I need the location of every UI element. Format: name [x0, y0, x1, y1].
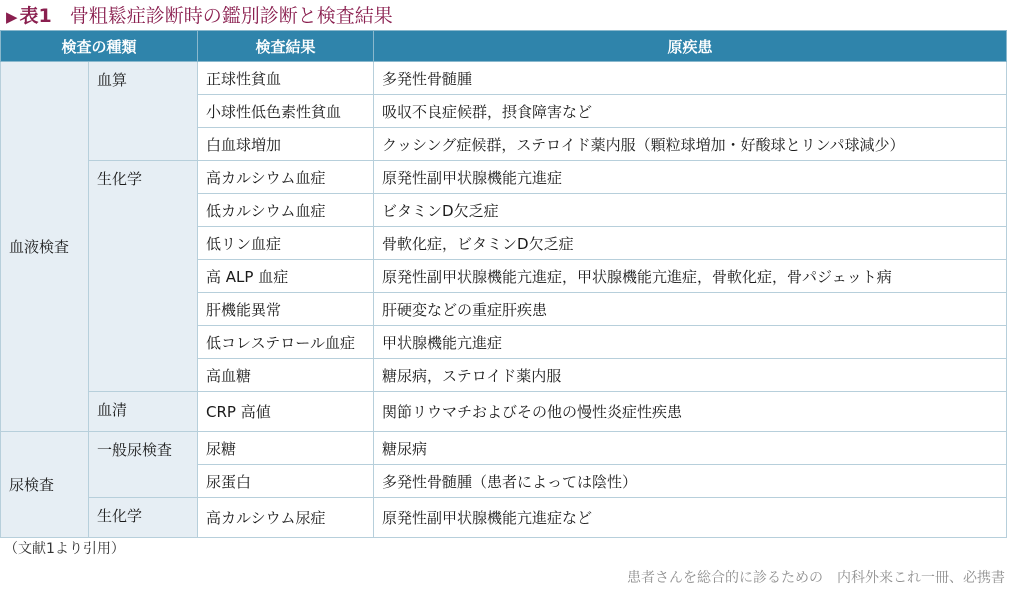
- disease-cell: 原発性副甲状腺機能亢進症など: [374, 498, 1007, 538]
- header-exam-result: 検査結果: [198, 31, 374, 62]
- exam-result-cell: CRP 高値: [198, 392, 374, 432]
- table-label: 表1: [19, 5, 52, 27]
- exam-category: 尿検査: [1, 432, 89, 538]
- disease-cell: 原発性副甲状腺機能亢進症: [374, 161, 1007, 194]
- exam-result-cell: 尿蛋白: [198, 465, 374, 498]
- disease-cell: 糖尿病: [374, 432, 1007, 465]
- exam-result-cell: 高カルシウム尿症: [198, 498, 374, 538]
- table-body: [1, 62, 1007, 538]
- exam-result-cell: 低コレステロール血症: [198, 326, 374, 359]
- exam-result-cell: 低カルシウム血症: [198, 194, 374, 227]
- disease-cell: 多発性骨髄腫（患者によっては陰性）: [374, 465, 1007, 498]
- footnote: （文献1より引用）: [4, 541, 125, 557]
- table-caption: 骨粗鬆症診断時の鑑別診断と検査結果: [69, 5, 393, 27]
- disease-cell: 原発性副甲状腺機能亢進症，甲状腺機能亢進症，骨軟化症，骨パジェット病: [374, 260, 1007, 293]
- triangle-marker-icon: ▶: [6, 8, 18, 26]
- table-row: [1, 161, 1007, 194]
- header-row: [1, 31, 1007, 62]
- header-exam-type: 検査の種類: [1, 31, 198, 62]
- table-title: [6, 2, 393, 30]
- disease-cell: 関節リウマチおよびその他の慢性炎症性疾患: [374, 392, 1007, 432]
- disease-cell: ビタミンD欠乏症: [374, 194, 1007, 227]
- exam-result-cell: 高 ALP 血症: [198, 260, 374, 293]
- book-credit: 患者さんを総合的に診るための 内科外来これ一冊、必携書: [627, 570, 1005, 586]
- diagnosis-table: [0, 30, 1007, 538]
- exam-subcategory: 生化学: [89, 498, 198, 538]
- exam-result-cell: 低リン血症: [198, 227, 374, 260]
- exam-result-cell: 高血糖: [198, 359, 374, 392]
- disease-cell: 骨軟化症，ビタミンD欠乏症: [374, 227, 1007, 260]
- exam-result-cell: 尿糖: [198, 432, 374, 465]
- exam-result-cell: 高カルシウム血症: [198, 161, 374, 194]
- disease-cell: 糖尿病，ステロイド薬内服: [374, 359, 1007, 392]
- exam-result-cell: 白血球増加: [198, 128, 374, 161]
- disease-cell: 多発性骨髄腫: [374, 62, 1007, 95]
- exam-result-cell: 小球性低色素性貧血: [198, 95, 374, 128]
- header-disease: 原疾患: [374, 31, 1007, 62]
- exam-subcategory: 血清: [89, 392, 198, 432]
- disease-cell: クッシング症候群，ステロイド薬内服（顆粒球増加・好酸球とリンパ球減少）: [374, 128, 1007, 161]
- exam-result-cell: 正球性貧血: [198, 62, 374, 95]
- table-row: [1, 62, 1007, 95]
- table-row: [1, 498, 1007, 538]
- table-row: [1, 432, 1007, 465]
- table-row: [1, 392, 1007, 432]
- disease-cell: 甲状腺機能亢進症: [374, 326, 1007, 359]
- exam-subcategory: 生化学: [89, 161, 198, 392]
- exam-category: 血液検査: [1, 62, 89, 432]
- exam-result-cell: 肝機能異常: [198, 293, 374, 326]
- exam-subcategory: 血算: [89, 62, 198, 161]
- exam-subcategory: 一般尿検査: [89, 432, 198, 498]
- disease-cell: 肝硬変などの重症肝疾患: [374, 293, 1007, 326]
- disease-cell: 吸収不良症候群，摂食障害など: [374, 95, 1007, 128]
